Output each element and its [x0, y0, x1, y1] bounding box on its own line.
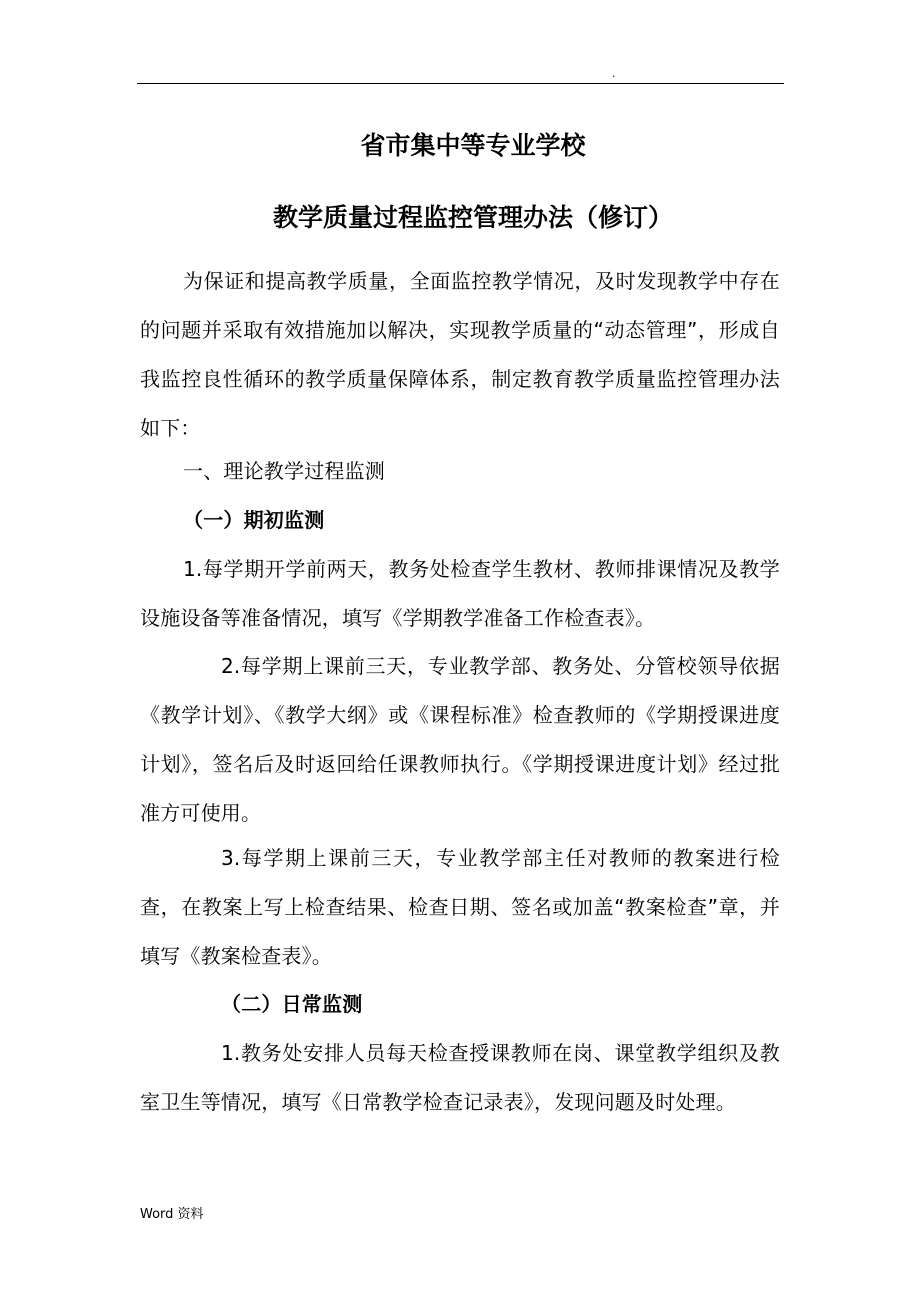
document-title-line-1: 省市集中等专业学校 — [360, 131, 586, 160]
subsection-heading-1: （一）期初监测 — [183, 508, 325, 532]
document-title-line-2: 教学质量过程监控管理办法（修订） — [272, 203, 673, 232]
footer-label: Word 资料 — [140, 1207, 204, 1222]
header-dot: . — [612, 67, 616, 80]
section-heading-1: 一、理论教学过程监测 — [183, 459, 385, 483]
item-1-3-paragraph: 3.每学期上课前三天，专业教学部主任对教师的教案进行检查，在教案上写上检查结果、检查日期、签名或加盖“教案检查”章，并填写《教案检查表》。 — [140, 846, 780, 968]
item-1-2-paragraph: 2.每学期上课前三天，专业教学部、教务处、分管校领导依据《教学计划》、《教学大纲》或《课程标准》检查教师的《学期授课进度计划》，签名后及时返回给任课教师执行。《学期授课进度计划》经过批准方可使用。 — [140, 654, 780, 825]
intro-paragraph: 为保证和提高教学质量，全面监控教学情况，及时发现教学中存在的问题并采取有效措施加以解决，实现教学质量的“动态管理”，形成自我监控良性循环的教学质量保障体系，制定教育教学质量监控管理办法如下： — [140, 269, 780, 440]
item-1-1-paragraph: 1.每学期开学前两天，教务处检查学生教材、教师排课情况及教学设施设备等准备情况，填写《学期教学准备工作检查表》。 — [140, 557, 780, 630]
header-rule — [137, 83, 784, 84]
item-2-1-paragraph: 1.教务处安排人员每天检查授课教师在岗、课堂教学组织及教室卫生等情况，填写《日常教学检查记录表》，发现问题及时处理。 — [140, 1041, 780, 1114]
subsection-heading-2: （二）日常监测 — [221, 992, 363, 1016]
